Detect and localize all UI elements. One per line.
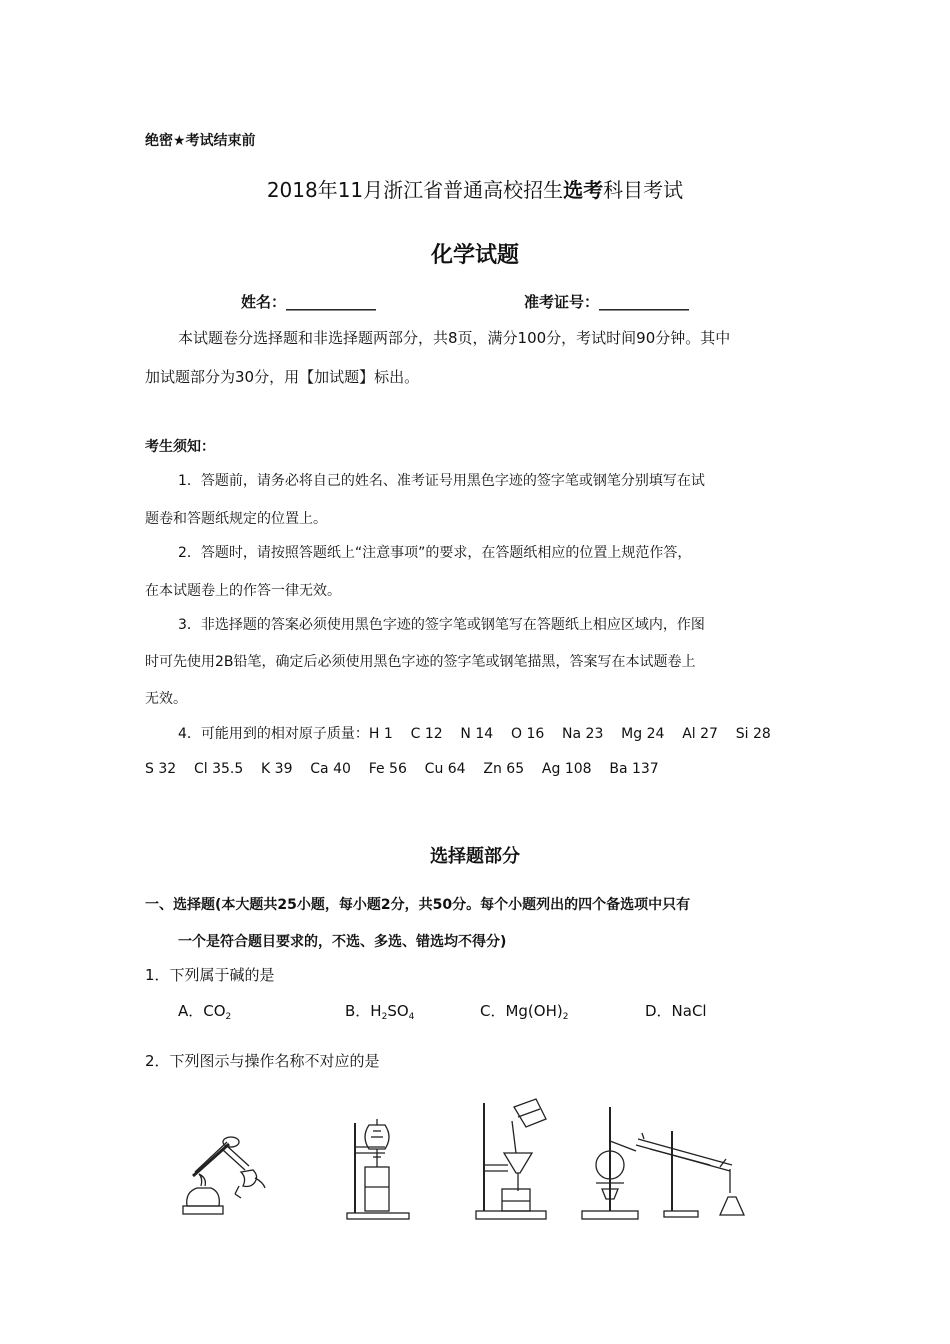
- exam-title: [0, 174, 950, 203]
- notice-item-2a: 2．答题时，请按照答题纸上“注意事项”的要求，在答题纸相应的位置上规范作答，: [178, 545, 692, 561]
- q1-option-b-text: B．H: [345, 1002, 382, 1020]
- notice-item-2b: 在本试题卷上的作答一律无效。: [145, 583, 341, 599]
- name-label: 姓名：: [241, 293, 287, 311]
- heating-apparatus-icon: [175, 1128, 270, 1220]
- q1-option-b[interactable]: [345, 1000, 414, 1022]
- notice-item-4b: S 32 Cl 35.5 K 39 Ca 40 Fe 56 Cu 64 Zn 65 Ag 108 Ba 137: [145, 761, 659, 777]
- filtration-apparatus-icon: [474, 1093, 554, 1223]
- notice-title: 考生须知：: [145, 439, 215, 455]
- exam-title-bold: 选考: [563, 178, 604, 202]
- q2-stem: 2．下列图示与操作名称不对应的是: [145, 1052, 380, 1070]
- notice-item-3a: 3．非选择题的答案必须使用黑色字迹的签字笔或钢笔写在答题纸上相应区域内，作图: [178, 617, 705, 633]
- id-field[interactable]: [524, 291, 689, 312]
- intro-line-1: 本试题卷分选择题和非选择题两部分，共8页，满分100分，考试时间90分钟。其中: [178, 329, 731, 347]
- id-label: 准考证号：: [524, 293, 600, 311]
- q1-option-b-sub2: 4: [408, 1012, 415, 1022]
- q1-option-c-text: C．Mg(OH): [480, 1002, 563, 1020]
- intro-line-2: 加试题部分为30分，用【加试题】标出。: [145, 368, 420, 386]
- distillation-apparatus-icon: [580, 1103, 750, 1223]
- q1-option-c-sub: 2: [562, 1012, 569, 1022]
- id-blank[interactable]: ____________: [599, 293, 690, 311]
- q1-option-a[interactable]: [178, 1000, 231, 1022]
- q1-option-a-sub: 2: [225, 1012, 232, 1022]
- secret-label: 绝密★考试结束前: [145, 133, 256, 149]
- notice-item-1a: 1．答题前，请务必将自己的姓名、准考证号用黑色字迹的签字笔或钢笔分别填写在试: [178, 473, 705, 489]
- notice-item-4a: 4．可能用到的相对原子质量：H 1 C 12 N 14 O 16 Na 23 Mg 24 Al 27 Si 28: [178, 726, 771, 742]
- section-heading-2: 一个是符合题目要求的，不选、多选、错选均不得分): [178, 934, 507, 950]
- exam-title-post: 科目考试: [603, 178, 684, 202]
- q1-option-b-mid: SO: [387, 1002, 409, 1020]
- section-heading-1: 一、选择题(本大题共25小题，每小题2分，共50分。每个小题列出的四个备选项中只有: [145, 897, 691, 913]
- q1-option-d[interactable]: D．NaCl: [645, 1002, 707, 1020]
- q1-option-b-sub1: 2: [381, 1012, 388, 1022]
- separatory-funnel-icon: [345, 1115, 415, 1223]
- name-field[interactable]: [241, 291, 376, 312]
- subject-title: 化学试题: [430, 243, 519, 268]
- notice-item-1b: 题卷和答题纸规定的位置上。: [145, 511, 327, 527]
- name-blank[interactable]: ____________: [286, 293, 377, 311]
- notice-item-3b: 时可先使用2B铅笔，确定后必须使用黑色字迹的签字笔或钢笔描黑，答案写在本试题卷上: [145, 654, 696, 670]
- q1-option-a-text: A．CO: [178, 1002, 226, 1020]
- section-title: 选择题部分: [430, 846, 520, 867]
- notice-item-3c: 无效。: [145, 691, 187, 707]
- q1-stem: 1．下列属于碱的是: [145, 966, 275, 984]
- exam-title-pre: 2018年11月浙江省普通高校招生: [266, 178, 564, 202]
- q1-option-c[interactable]: [480, 1000, 568, 1022]
